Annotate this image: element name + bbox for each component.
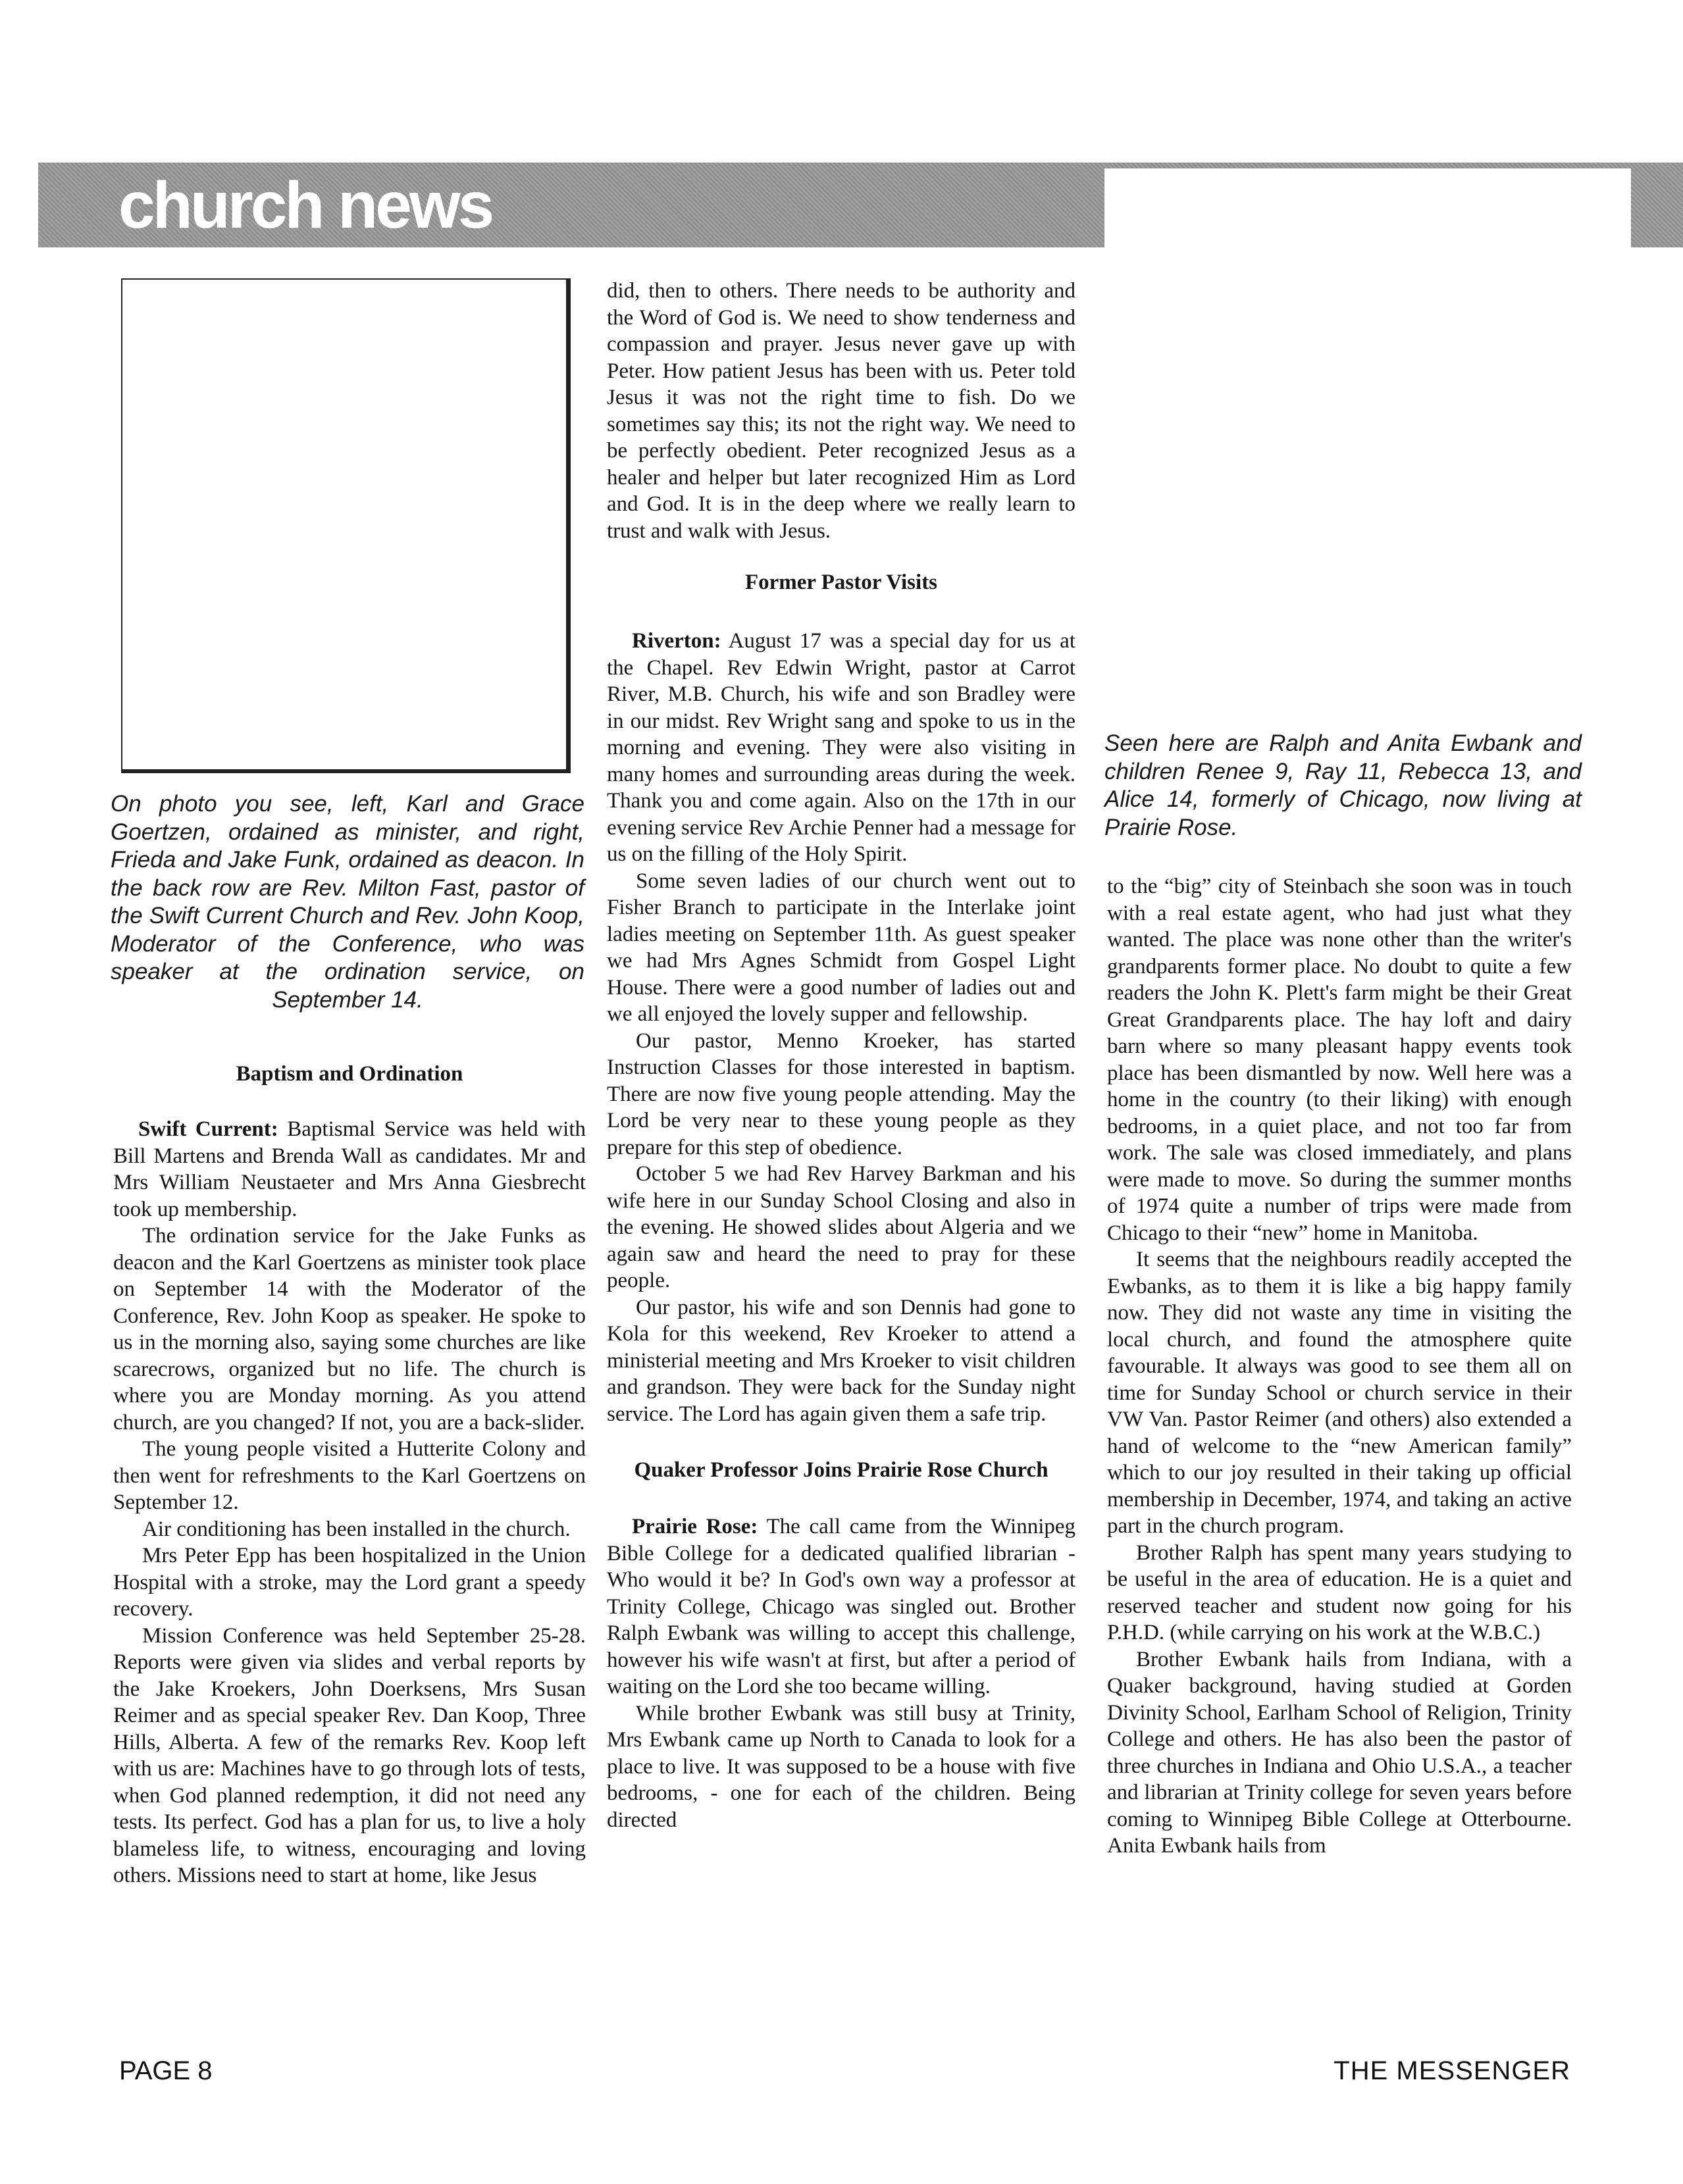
paragraph-text: Baptismal Service was held with Bill Martens and Brenda Wall as candidates. Mr and Mrs William Neustaeter and Mrs Anna Giesbrecht took up membership. (113, 1117, 586, 1221)
article-paragraph: Mission Conference was held September 25-28. Reports were given via slides and verbal reports by the Jake Kroekers, John Doerksens, Mrs Susan Reimer and as special speaker Rev. Dan Koop, Three Hills, Alberta. A few of the remarks Rev. Koop left with us are: Machines have to go through lots of tests, when God planned redemption, it did not need any tests. Its perfect. God has a plan for us, to live a holy blameless life, to witness, encouraging and loving others. Missions need to start at home, like Jesus (113, 1623, 586, 1887)
article-paragraph: October 5 we had Rev Harvey Barkman and his wife here in our Sunday School Closing and also in the evening. He showed slides about Algeria and we again saw and heard the need to pray for these people. (607, 1162, 1075, 1292)
article-paragraph: Our pastor, Menno Kroeker, has started Instruction Classes for those interested in baptism. There are now five young people attending. May the Lord be very near to these young people as they prepare for this step of obedience. (607, 1029, 1075, 1159)
column-2 (607, 278, 1075, 1833)
dateline-swift-current: Swift Current: (138, 1117, 278, 1141)
banner-blank-area (1104, 168, 1631, 249)
paragraph-text: August 17 was a special day for us at the Chapel. Rev Edwin Wright, pastor at Carrot River, M.B. Church, his wife and son Bradley were in our midst. Rev Wright sang and spoke to us in the morning and evening. They were also visiting in many homes and surrounding areas during the week. Thank you and come again. Also on the 17th in our evening service Rev Archie Penner had a message for us on the filling of the Holy Spirit. (607, 629, 1075, 866)
heading-quaker-professor: Quaker Professor Joins Prairie Rose Church (634, 1458, 1049, 1482)
article-paragraph (113, 1116, 586, 1223)
article-paragraph: The young people visited a Hutterite Colony and then went for refreshments to the Karl Goertzens on September 12. (113, 1437, 586, 1514)
page-number: PAGE 8 (119, 2056, 213, 2085)
photo-caption-ewbank-family: Seen here are Ralph and Anita Ewbank and children Renee 9, Ray 11, Rebecca 13, and Alice 14, formerly of Chicago, now living at Prairie Rose. (1104, 730, 1582, 840)
article-paragraph: Some seven ladies of our church went out to Fisher Branch to participate in the Interlake joint ladies meeting on September 11th. As guest speaker we had Mrs Agnes Schmidt from Gospel Light House. There were a good number of ladies out and we all enjoyed the lovely supper and fellowship. (607, 869, 1075, 1026)
photo-caption-ordination: On photo you see, left, Karl and Grace Goertzen, ordained as minister, and right, Frieda and Jake Funk, ordained as deacon. In the back row are Rev. Milton Fast, pastor of the Swift Current Church and Rev. John Koop, Moderator of the Conference, who was speaker at the ordination service, on September 14. (111, 791, 584, 1013)
section-title: church news (118, 168, 492, 242)
column-1 (113, 1061, 586, 1889)
heading-former-pastor-visits: Former Pastor Visits (744, 571, 938, 594)
article-paragraph (607, 628, 1075, 868)
article-paragraph: The ordination service for the Jake Funks as deacon and the Karl Goertzens as minister took place on September 14 with the Moderator of the Conference, Rev. John Koop as speaker. He spoke to us in the morning also, saying some churches are like scarecrows, organized but no life. The church is where you are Monday morning. As you attend church, are you changed? If not, you are a back-slider. (113, 1224, 586, 1435)
article-paragraph: While brother Ewbank was still busy at Trinity, Mrs Ewbank came up North to Canada to look for a place to live. It was supposed to be a house with five bedrooms, - one for each of the children. Being directed (607, 1701, 1075, 1832)
column-3 (1107, 873, 1572, 1860)
paragraph-text: The call came from the Winnipeg Bible College for a dedicated qualified librarian - Who would it be? In God's own way a professor at Trinity College, Chicago was singled out. Brother Ralph Ewbank was willing to accept this challenge, however his wife wasn't at first, but after a period of waiting on the Lord she too became willing. (607, 1515, 1076, 1698)
article-paragraph-continued: did, then to others. There needs to be authority and the Word of God is. We need to show tenderness and compassion and prayer. Jesus never gave up with Peter. How patient Jesus has been with us. Peter told Jesus it was not the right time to fish. Do we sometimes say this; its not the right way. We need to be perfectly obedient. Peter recognized Jesus as a healer and helper but later recognized Him as Lord and God. It is in the deep where we really learn to trust and walk with Jesus. (607, 279, 1075, 543)
photo-placeholder-ordination (121, 278, 571, 773)
article-paragraph: Our pastor, his wife and son Dennis had gone to Kola for this weekend, Rev Kroeker to attend a ministerial meeting and Mrs Kroeker to visit children and grandson. They were back for the Sunday night service. The Lord has again given them a safe trip. (607, 1295, 1075, 1426)
dateline-prairie-rose: Prairie Rose: (632, 1515, 758, 1538)
article-paragraph (607, 1513, 1075, 1700)
heading-baptism-ordination: Baptism and Ordination (236, 1062, 463, 1086)
publication-name: THE MESSENGER (1333, 2056, 1570, 2085)
article-paragraph-continued: to the “big” city of Steinbach she soon was in touch with a real estate agent, who had just what they wanted. The place was none other than the writer's grandparents former place. No doubt to quite a few readers the John K. Plett's farm might be their Great Great Grandparents place. The hay loft and dairy barn where so many pleasant happy events took place has been dismantled by now. Well here was a home in the country (to their liking) with enough bedrooms, in a quiet place, and not too far from work. The sale was closed immediately, and plans were made to move. So during the summer months of 1974 quite a number of trips were made from Chicago to their “new” home in Manitoba. (1107, 875, 1572, 1245)
article-paragraph: Brother Ralph has spent many years studying to be useful in the area of education. He is a quiet and reserved teacher and student now going for his P.H.D. (while carrying on his work at the W.B.C.) (1107, 1540, 1572, 1644)
article-paragraph: Mrs Peter Epp has been hospitalized in the Union Hospital with a stroke, may the Lord grant a speedy recovery. (113, 1544, 586, 1621)
article-paragraph: Air conditioning has been installed in the church. (142, 1517, 571, 1541)
article-paragraph: Brother Ewbank hails from Indiana, with a Quaker background, having studied at Gorden Divinity School, Earlham School of Religion, Trinity College and others. He has also been the pastor of three churches in Indiana and Ohio U.S.A., a teacher and librarian at Trinity college for seven years before coming to Winnipeg Bible College at Otterbourne. Anita Ewbank hails from (1107, 1647, 1572, 1858)
article-paragraph: It seems that the neighbours readily accepted the Ewbanks, as to them it is like a big happy family now. They did not waste any time in visiting the local church, and found the atmosphere quite favourable. It always was good to see them all on time for Sunday School or church service in their VW Van. Pastor Reimer (and others) also extended a hand of welcome to the “new American family” which to our joy resulted in their taking up official membership in December, 1974, and taking an active part in the church program. (1107, 1248, 1572, 1538)
dateline-riverton: Riverton: (632, 629, 721, 653)
